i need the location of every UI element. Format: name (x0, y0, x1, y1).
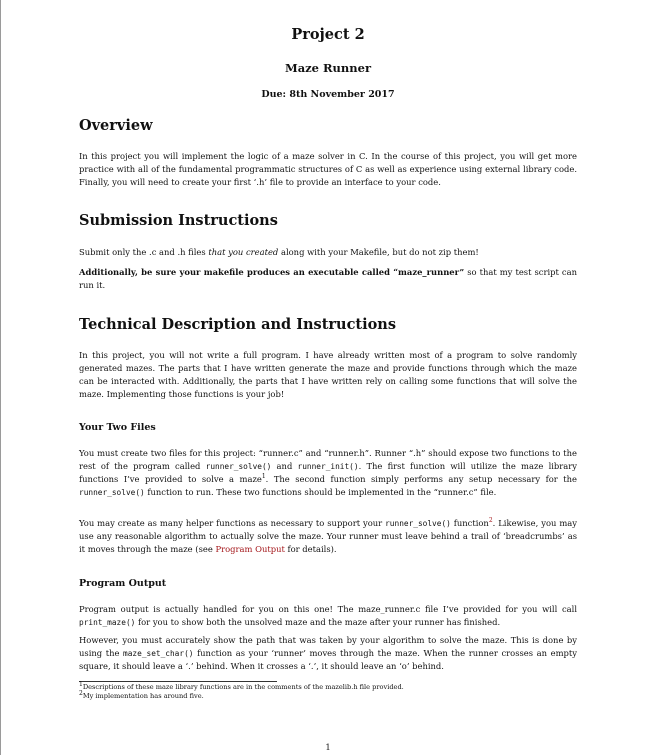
technical-paragraph: In this project, you will not write a full program. I have already written most of a program to solve randomly generated mazes. The parts that I have written generate the maze and provide functions through which the maze can be interacted with. Additionally, the parts that I have written rely on calling some functions that will solve the maze. Implementing those functions is your job! (79, 350, 577, 399)
program-output-paragraph-2 (79, 634, 577, 673)
code-runner-solve: runner_solve() (79, 488, 145, 497)
section-heading-overview: Overview (79, 117, 153, 134)
submission-bold-note: Additionally, be sure your makefile produces an executable called “maze_runner” (79, 267, 465, 277)
body-text: and (271, 461, 298, 471)
two-files-paragraph-2 (79, 517, 577, 556)
body-text: However, you must accurately show the path that was taken by your algorithm to solve the maze. This is done by using the (79, 635, 577, 658)
submission-text: Submit only the .c and .h files (79, 247, 209, 257)
footnote-2 (79, 689, 204, 701)
footnote-marker-2[interactable]: 2 (488, 517, 493, 525)
footnote-1-text: Descriptions of these maze library functions are in the comments of the mazelib.h file provided. (82, 683, 404, 691)
footnote-1-mark: 1 (79, 680, 83, 688)
code-runner-solve: runner_solve() (385, 519, 451, 528)
page-number: 1 (325, 742, 331, 752)
body-text: function (450, 518, 489, 528)
two-files-paragraph-1 (79, 447, 577, 499)
submission-paragraph-2 (79, 266, 577, 292)
footnote-2-text: My implementation has around five. (82, 692, 204, 700)
subsection-heading-two-files: Your Two Files (79, 422, 156, 433)
body-text: function as your ‘runner’ moves through the maze. When the runner crosses an empty square, it should leave a ‘.’ behind. When it crosses a ‘.’, it should leave an ‘o’ behind. (79, 648, 577, 671)
document-title: Project 2 (291, 26, 365, 43)
submission-paragraph-1 (79, 246, 577, 259)
code-maze-set-char: maze_set_char() (123, 649, 194, 658)
footnote-2-mark: 2 (79, 689, 83, 697)
program-output-paragraph-1 (79, 603, 577, 629)
body-text: You may create as many helper functions as necessary to support your (79, 518, 386, 528)
code-runner-solve: runner_solve() (205, 462, 272, 471)
body-text: Program output is actually handled for you on this one! The maze_runner.c file I’ve provided for you will call (79, 604, 577, 614)
submission-text: along with your Makefile, but do not zip them! (278, 247, 479, 257)
subsection-heading-program-output: Program Output (79, 578, 167, 589)
body-text: for you to show both the unsolved maze and the maze after your runner has finished. (135, 617, 501, 627)
code-print-maze: print_maze() (79, 618, 136, 627)
code-runner-init: runner_init() (297, 462, 359, 471)
program-output-link[interactable]: Program Output (215, 544, 285, 554)
body-text: . Likewise, you may use any reasonable algorithm to actually solve the maze. Your runner must leave behind a trail of ‘breadcrumbs’ as it moves through the maze (see (79, 518, 577, 554)
body-text: . The first function will utilize the maze library functions I’ve provided to solve a maze (79, 461, 578, 484)
submission-text: so that my test script can run it. (79, 267, 577, 290)
body-text: . The second function simply performs any setup necessary for the (265, 474, 577, 484)
due-date: Due: 8th November 2017 (261, 89, 395, 100)
document-subtitle: Maze Runner (284, 61, 372, 75)
submission-emphasis: that you created (208, 247, 279, 257)
body-text: function to run. These two functions should be implemented in the “runner.c” file. (144, 487, 497, 497)
body-text: for details). (284, 544, 337, 554)
footnote-divider (79, 681, 277, 682)
footnote-marker-1[interactable]: 1 (261, 473, 266, 481)
body-text: You must create two files for this project: “runner.c” and “runner.h”. Runner “.h” should expose two functions to the rest of the program called (79, 448, 577, 471)
section-heading-technical: Technical Description and Instructions (79, 316, 397, 333)
overview-paragraph: In this project you will implement the logic of a maze solver in C. In the course of this project, you will get more practice with all of the fundamental programmatic structures of C as well as experience using external library code. Finally, you will need to create your first ‘.h’ file to provide an interface to your code. (79, 151, 577, 187)
footnote-1 (79, 680, 404, 692)
section-heading-submission: Submission Instructions (79, 212, 278, 229)
